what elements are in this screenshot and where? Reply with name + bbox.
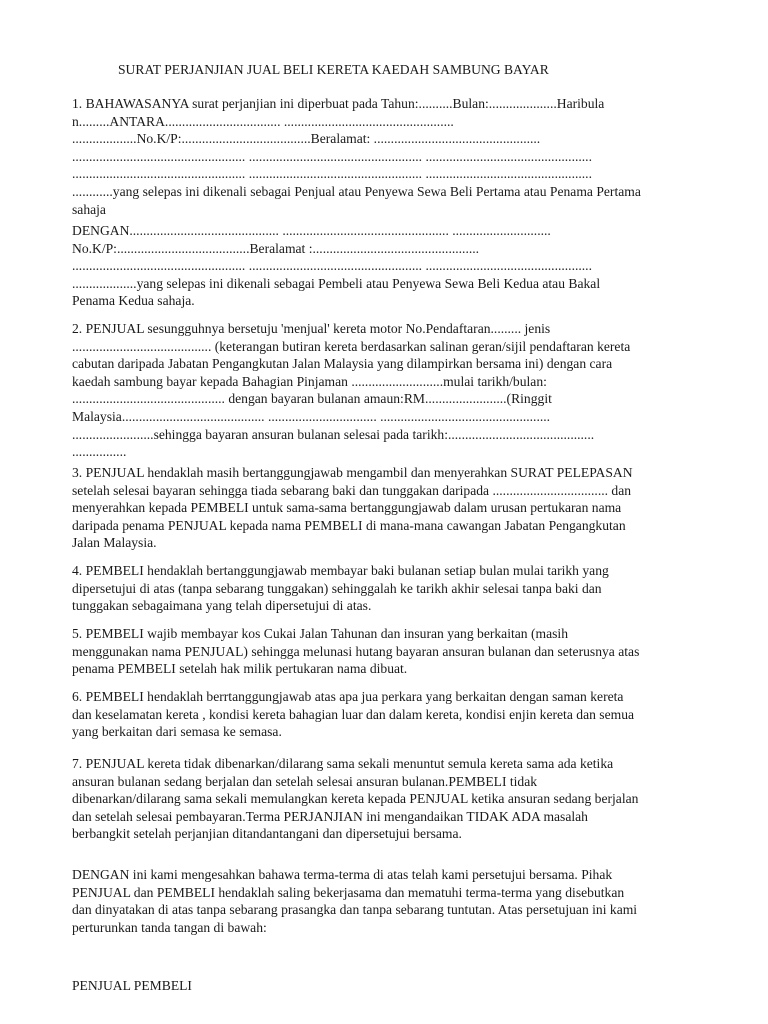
section-confirmation	[72, 866, 712, 936]
text-line: 7. PENJUAL kereta tidak dibenarkan/dilarang sama sekali menuntut semula kereta sama ada ketika	[72, 756, 614, 771]
text-line: dan dinyatakan di atas tanpa sebarang prasangka dan tanpa sebarang tuntutan. Atas persetujuan ini kami	[72, 902, 638, 918]
text-line: perturunkan tanda tangan di bawah:	[72, 919, 267, 935]
text-line: ............................................. dengan bayaran bulanan amaun:RM........................(Ringgit	[72, 391, 552, 407]
text-line: 5. PEMBELI wajib membayar kos Cukai Jalan Tahunan dan insuran yang berkaitan (masih	[72, 626, 568, 641]
text-line: daripada penama PENJUAL kepada nama PEMBELI di mana-mana cawangan Jabatan Pengangkutan	[72, 517, 626, 533]
text-line: cabutan daripada Jabatan Pengangkutan Jalan Malaysia yang dilampirkan bersama ini) dengan cara	[72, 356, 613, 372]
section-clause-7	[72, 755, 712, 843]
text-line: 6. PEMBELI hendaklah berrtanggungjawab atas apa jua perkara yang berkaitan dengan saman kereta	[72, 689, 624, 704]
text-line: tunggakan sebagaimana yang telah dipersetujui di atas.	[72, 598, 372, 614]
section-clause-5	[72, 625, 712, 678]
text-line: Malaysia.......................................... ................................ ..................................................	[72, 408, 551, 424]
text-line: berbangkit setelah perjanjian ditandantangani dan dipersetujui bersama.	[72, 826, 462, 842]
text-line: ......................................... (keterangan butiran kereta berdasarkan salinan geran/sijil pendaftaran kereta	[72, 338, 631, 354]
document-title: SURAT PERJANJIAN JUAL BELI KERETA KAEDAH SAMBUNG BAYAR	[118, 62, 549, 77]
text-line: ................................................... ................................................... .................................................	[72, 166, 592, 182]
text-line: PENJUAL dan PEMBELI hendaklah saling bekerjasama dan mematuhi terma-terma yang disebutkan	[72, 884, 625, 900]
text-line: penama PEMBELI setelah hak milik pertukaran nama dibuat.	[72, 661, 408, 677]
text-line: 1. BAHAWASANYA surat perjanjian ini diperbuat pada Tahun:..........Bulan:....................Haribula	[72, 96, 605, 111]
section-bahawasanya	[72, 95, 712, 218]
text-line: ...................yang selepas ini dikenali sebagai Pembeli atau Penyewa Sewa Beli Kedua atau Bakal	[72, 275, 601, 291]
text-line: DENGAN ini kami mengesahkan bahawa terma-terma di atas telah kami persetujui bersama. Pihak	[72, 867, 613, 882]
signature-label-line: PENJUAL PEMBELI	[72, 978, 192, 993]
text-line: ...................No.K/P:......................................Beralamat: .................................................	[72, 131, 541, 147]
text-line: sahaja	[72, 201, 106, 217]
text-line: dibenarkan/dilarang sama sekali memulangkan kereta kepada PENJUAL ketika ansuran sedang berjalan	[72, 791, 639, 807]
section-clause-3	[72, 464, 712, 552]
text-line: 3. PENJUAL hendaklah masih bertanggungjawab mengambil dan menyerahkan SURAT PELEPASAN	[72, 465, 633, 480]
text-line: 2. PENJUAL sesungguhnya bersetuju 'menjual' kereta motor No.Pendaftaran......... jenis	[72, 321, 551, 336]
section-clause-2	[72, 320, 712, 461]
text-line: menggunakan nama PENJUAL) sehingga melunasi hutang bayaran ansuran bulanan dan seterusnya atas	[72, 643, 640, 659]
text-line: ........................sehingga bayaran ansuran bulanan selesai pada tarikh:...........................................	[72, 426, 595, 442]
text-line: n.........ANTARA.................................. ..................................................	[72, 113, 454, 129]
text-line: yang berkaitan dari semasa ke semasa.	[72, 724, 282, 740]
text-line: ansuran bulanan sedang berjalan dan setelah selesai ansuran bulanan.PEMBELI tidak	[72, 773, 538, 789]
text-line: Jalan Malaysia.	[72, 535, 157, 551]
text-line: menyerahkan kepada PEMBELI untuk sama-sama bertanggungjawab dalam urusan pertukaran nama	[72, 500, 622, 516]
signature-labels	[72, 977, 712, 995]
text-line: DENGAN............................................ ................................................. .............................	[72, 223, 551, 238]
text-line: ................................................... ................................................... .................................................	[72, 258, 592, 274]
text-line: No.K/P:.......................................Beralamat :.................................................	[72, 240, 480, 256]
text-line: dan setelah selesai pembayaran.Terma PERJANJIAN ini mengandaikan TIDAK ADA masalah	[72, 808, 588, 824]
text-line: dipersetujui di atas (tanpa sebarang tunggakan) sehinggalah ke tarikh akhir selesai tanpa baki dan	[72, 580, 602, 596]
text-line: ................	[72, 444, 127, 460]
text-line: setelah selesai bayaran sehingga tiada sebarang baki dan tunggakan daripada .................................. dan	[72, 482, 632, 498]
text-line: kaedah sambung bayar kepada Bahagian Pinjaman ...........................mulai tarikh/bulan:	[72, 373, 547, 389]
section-clause-6	[72, 688, 712, 741]
text-line: Penama Kedua sahaja.	[72, 293, 195, 309]
text-line: 4. PEMBELI hendaklah bertanggungjawab membayar baki bulanan setiap bulan mulai tarikh yang	[72, 563, 609, 578]
section-dengan	[72, 222, 712, 310]
section-clause-4	[72, 562, 712, 615]
text-line: ............yang selepas ini dikenali sebagai Penjual atau Penyewa Sewa Beli Pertama atau Penama Pertama	[72, 183, 641, 199]
text-line: dan keselamatan kereta , kondisi kereta bahagian luar dan dalam kereta, kondisi enjin kereta dan semua	[72, 706, 635, 722]
text-line: ................................................... ................................................... .................................................	[72, 148, 592, 164]
